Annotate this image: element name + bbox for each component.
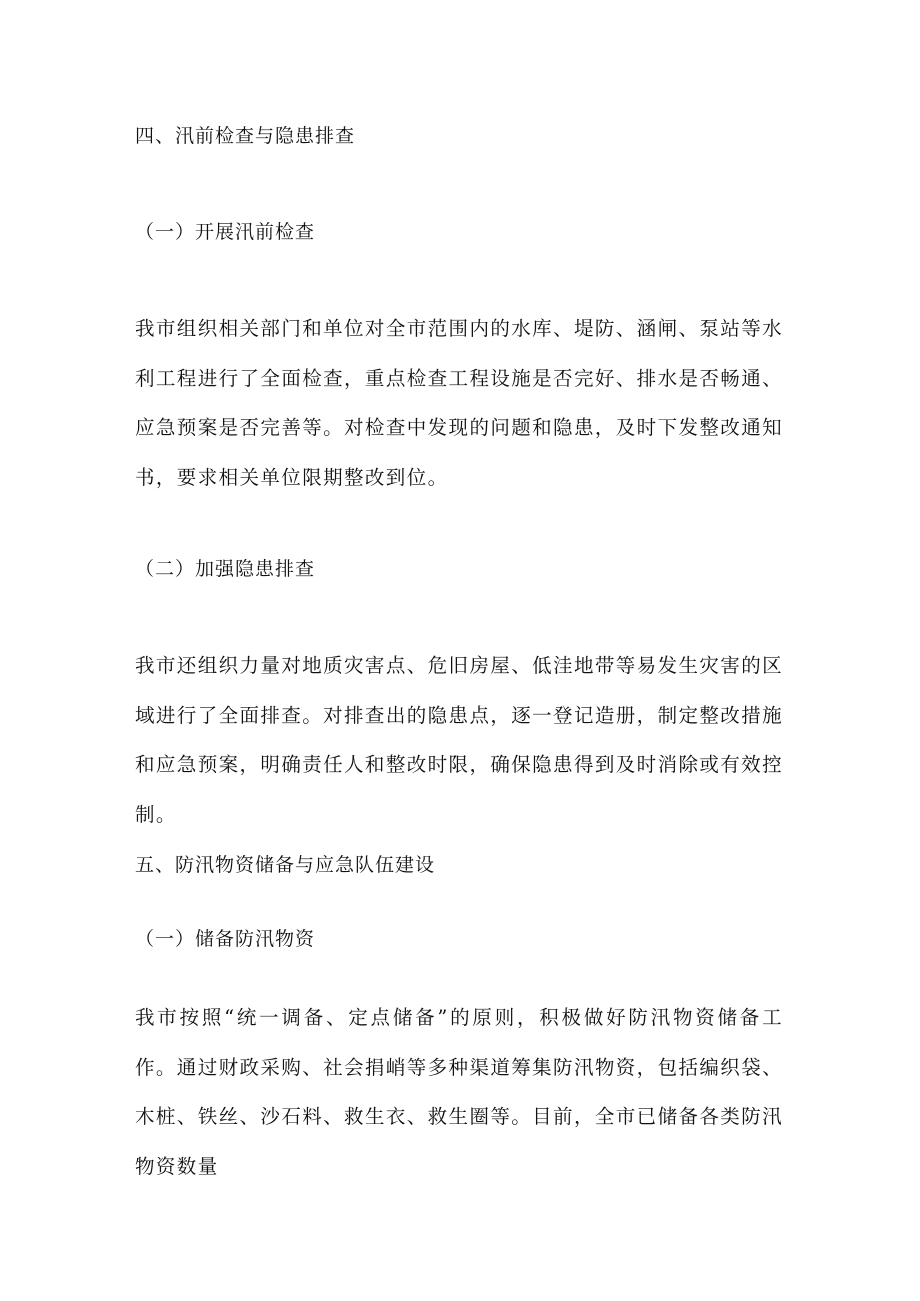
section-5-heading: 五、防汛物资储备与应急队伍建设 xyxy=(135,854,436,876)
section-5-1-heading: （一）储备防汛物资 xyxy=(135,928,316,950)
section-4-heading: 四、汛前检查与隐患排查 xyxy=(135,125,356,147)
section-4-1-paragraph: 我市组织相关部门和单位对全市范围内的水库、堤防、涵闸、泵站等水利工程进行了全面检查，重点检查工程设施是否完好、排水是否畅通、应急预案是否完善等。对检查中发现的问题和隐患，及时下发整改通知书，要求相关单位限期整改到位。 xyxy=(135,317,783,489)
section-4-1-heading: （一）开展汛前检查 xyxy=(135,221,316,243)
section-5-1-paragraph: 我市按照“统一调备、定点储备”的原则，积极做好防汛物资储备工作。通过财政采购、社会捐峭等多种渠道筹集防汛物资，包括编织袋、木桩、铁丝、沙石料、救生衣、救生圈等。目前，全市已储备各类防汛物资数量 xyxy=(135,1006,783,1178)
section-4-2-heading: （二）加强隐患排查 xyxy=(135,558,316,580)
section-4-2-paragraph: 我市还组织力量对地质灾害点、危旧房屋、低洼地带等易发生灾害的区域进行了全面排查。对排查出的隐患点，逐一登记造册，制定整改措施和应急预案，明确责任人和整改时限，确保隐患得到及时消除或有效控制。 xyxy=(135,654,783,826)
